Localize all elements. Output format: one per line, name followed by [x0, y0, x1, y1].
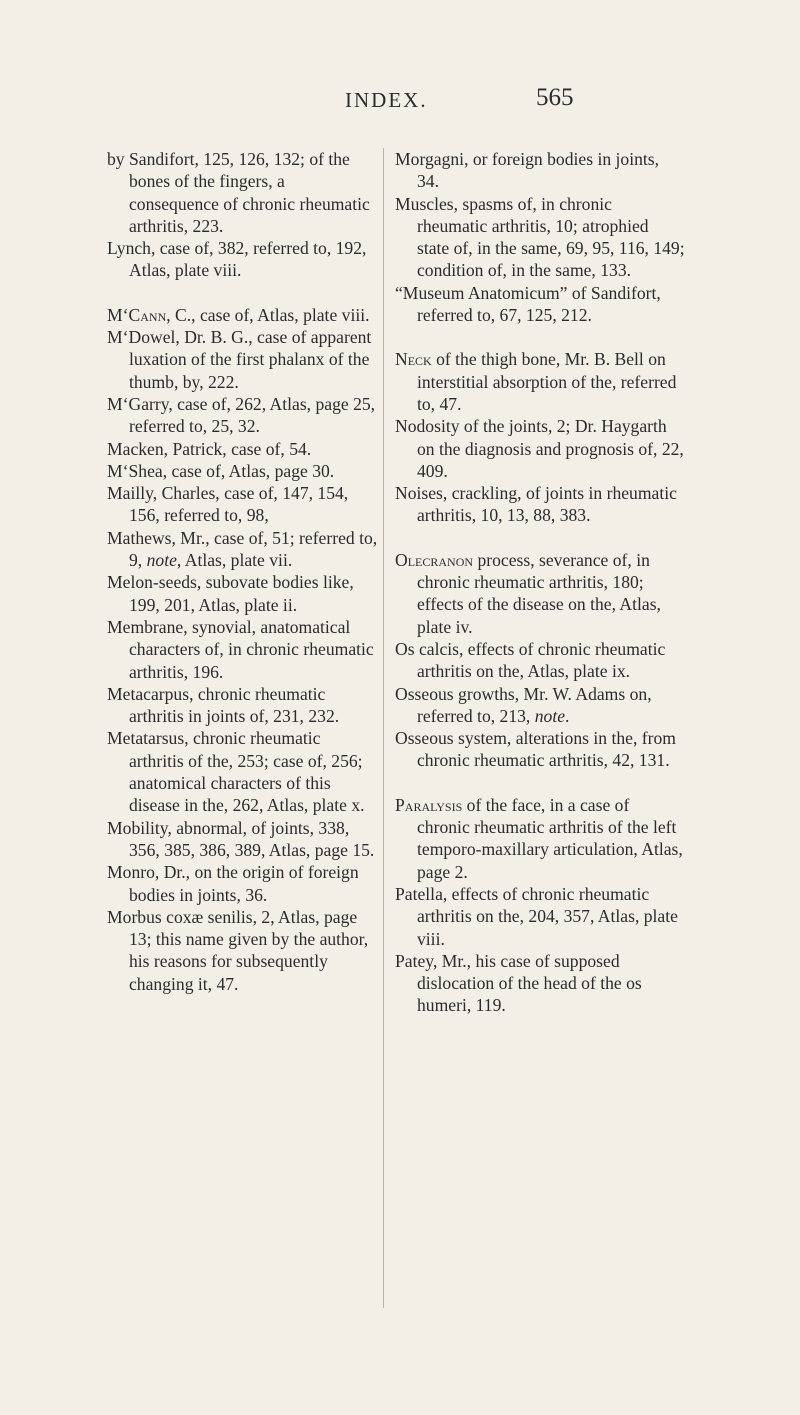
index-entry: Lynch, case of, 382, referred to, 192, Atlas, plate viii.: [107, 238, 367, 281]
index-entry: Osseous growths, Mr. W. Adams on, referred to, 213, note.: [395, 683, 652, 726]
column-divider: [383, 148, 384, 1308]
index-entry: Morbus coxæ senilis, 2, Atlas, page 13; this name given by the author, his reasons for subsequently changing it, 47.: [107, 906, 369, 994]
index-entry: Morgagni, or foreign bodies in joints, 34.: [395, 149, 660, 192]
index-entry: Membrane, synovial, anatomatical characters of, in chronic rheumatic arthritis, 196.: [107, 616, 374, 682]
index-entry: Nodosity of the joints, 2; Dr. Haygarth on the diagnosis and prognosis of, 22, 409.: [395, 416, 684, 481]
index-entry: M‘Dowel, Dr. B. G., case of apparent luxation of the first phalanx of the thumb, by, 222.: [107, 327, 372, 392]
index-entry: Metatarsus, chronic rheumatic arthritis of the, 253; case of, 256; anatomical characters of this disease in the, 262, Atlas, plate x.: [107, 728, 365, 816]
index-entry: M‘Cann, C., case of, Atlas, plate viii.: [107, 304, 370, 325]
index-entry: M‘Shea, case of, Atlas, page 30.: [107, 460, 335, 481]
left-column: [107, 148, 379, 995]
index-entry: Patey, Mr., his case of supposed dislocation of the head of the os humeri, 119.: [395, 950, 642, 1016]
index-entry: Neck of the thigh bone, Mr. B. Bell on interstitial absorption of the, referred to, 47.: [395, 349, 677, 414]
index-entry: Monro, Dr., on the origin of foreign bodies in joints, 36.: [107, 862, 359, 905]
index-entry: Noises, crackling, of joints in rheumatic arthritis, 10, 13, 88, 383.: [395, 483, 677, 526]
index-entry: Metacarpus, chronic rheumatic arthritis in joints of, 231, 232.: [107, 683, 340, 727]
index-entry: “Museum Anatomicum” of Sandifort, referred to, 67, 125, 212.: [395, 282, 661, 326]
page-number: 565: [536, 84, 574, 111]
index-entry: Paralysis of the face, in a case of chronic rheumatic arthritis of the left temporo-maxillary articulation, Atlas, page 2.: [395, 794, 683, 882]
running-title: INDEX.: [345, 88, 428, 112]
index-entry: Melon-seeds, subovate bodies like, 199, 201, Atlas, plate ii.: [107, 572, 354, 615]
index-entry: Patella, effects of chronic rheumatic arthritis on the, 204, 357, Atlas, plate viii.: [395, 883, 678, 949]
index-entry: Olecranon process, severance of, in chronic rheumatic arthritis, 180; effects of the disease on the, Atlas, plate iv.: [395, 549, 661, 637]
page-header: [0, 82, 800, 122]
index-entry: Macken, Patrick, case of, 54.: [107, 438, 312, 459]
index-entry: Osseous system, alterations in the, from chronic rheumatic arthritis, 42, 131.: [395, 728, 676, 771]
right-column: [395, 148, 685, 1017]
index-entry: Mobility, abnormal, of joints, 338, 356, 385, 386, 389, Atlas, page 15.: [107, 817, 375, 860]
index-entry: Os calcis, effects of chronic rheumatic arthritis on the, Atlas, plate ix.: [395, 638, 666, 682]
index-entry: Mailly, Charles, case of, 147, 154, 156, referred to, 98,: [107, 483, 349, 526]
index-entry: M‘Garry, case of, 262, Atlas, page 25, referred to, 25, 32.: [107, 393, 376, 437]
index-entry: Mathews, Mr., case of, 51; referred to, 9, note, Atlas, plate vii.: [107, 527, 378, 571]
index-entry: by Sandifort, 125, 126, 132; of the bones of the fingers, a consequence of chronic rheumatic arthritis, 223.: [107, 149, 370, 236]
index-entry: Muscles, spasms of, in chronic rheumatic arthritis, 10; atrophied state of, in the same, 69, 95, 116, 149; condition of, in the same, 133.: [395, 193, 685, 281]
